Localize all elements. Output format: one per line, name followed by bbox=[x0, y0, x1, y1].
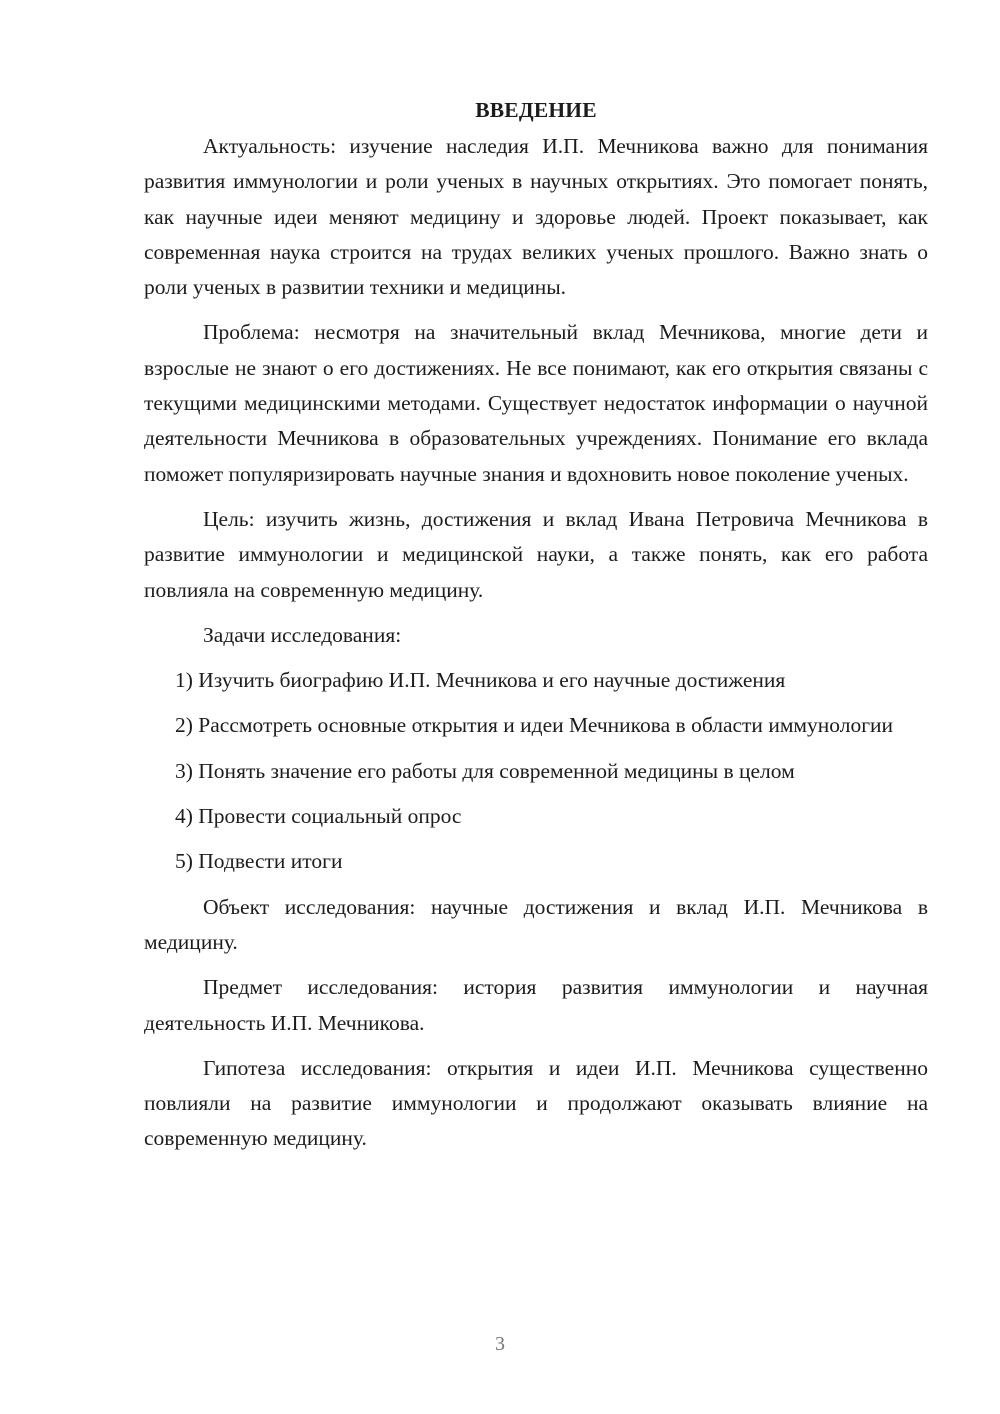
paragraph-gap bbox=[144, 960, 928, 970]
paragraph-gap bbox=[144, 608, 928, 618]
object-paragraph: Объект исследования: научные достижения и вклад И.П. Мечникова в медицину. bbox=[144, 894, 928, 954]
task-item: 4) Провести социальный опрос bbox=[175, 804, 462, 829]
problem-paragraph: Проблема: несмотря на значительный вклад Мечникова, многие дети и взрослые не знают о его достижениях. Не все понимают, как его открытия связаны с текущими медицинскими методами. Существует недостаток информации о научной деятельности Мечникова в образовательных учреждениях. Понимание его вклада поможет популяризировать научные знания и вдохновить новое поколение ученых. bbox=[144, 320, 928, 486]
page-content bbox=[144, 91, 928, 1157]
paragraph-gap bbox=[144, 744, 928, 754]
paragraph-gap bbox=[144, 305, 928, 315]
paragraph-gap bbox=[144, 1041, 928, 1051]
paragraph-gap bbox=[144, 789, 928, 799]
task-item: 3) Понять значение его работы для современной медицины в целом bbox=[175, 758, 795, 783]
paragraph-gap bbox=[144, 698, 928, 708]
task-item: 1) Изучить биографию И.П. Мечникова и его научные достижения bbox=[175, 668, 786, 693]
subject-paragraph: Предмет исследования: история развития иммунологии и научная деятельность И.П. Мечникова. bbox=[144, 975, 928, 1035]
hypothesis-paragraph: Гипотеза исследования: открытия и идеи И.П. Мечникова существенно повлияли на развитие иммунологии и продолжают оказывать влияние на современную медицину. bbox=[144, 1055, 928, 1151]
page-number: 3 bbox=[495, 1333, 505, 1355]
section-title: ВВЕДЕНИЕ bbox=[475, 98, 597, 122]
task-item: 2) Рассмотреть основные открытия и идеи Мечникова в области иммунологии bbox=[175, 713, 894, 738]
paragraph-gap bbox=[144, 492, 928, 502]
paragraph-gap bbox=[144, 880, 928, 890]
tasks-heading: Задачи исследования: bbox=[203, 622, 402, 647]
relevance-paragraph: Актуальность: изучение наследия И.П. Мечникова важно для понимания развития иммунологии и роли ученых в научных открытиях. Это помогает понять, как научные идеи меняют медицину и здоровье людей. Проект показывает, как современная наука строится на трудах великих ученых прошлого. Важно знать о роли ученых в развитии техники и медицины. bbox=[144, 134, 928, 300]
paragraph-gap bbox=[144, 834, 928, 844]
task-item: 5) Подвести итоги bbox=[175, 849, 343, 874]
goal-paragraph: Цель: изучить жизнь, достижения и вклад Ивана Петровича Мечникова в развитие иммунологии и медицинской науки, а также понять, как его работа повлияла на современную медицину. bbox=[144, 506, 928, 602]
paragraph-gap bbox=[144, 653, 928, 663]
